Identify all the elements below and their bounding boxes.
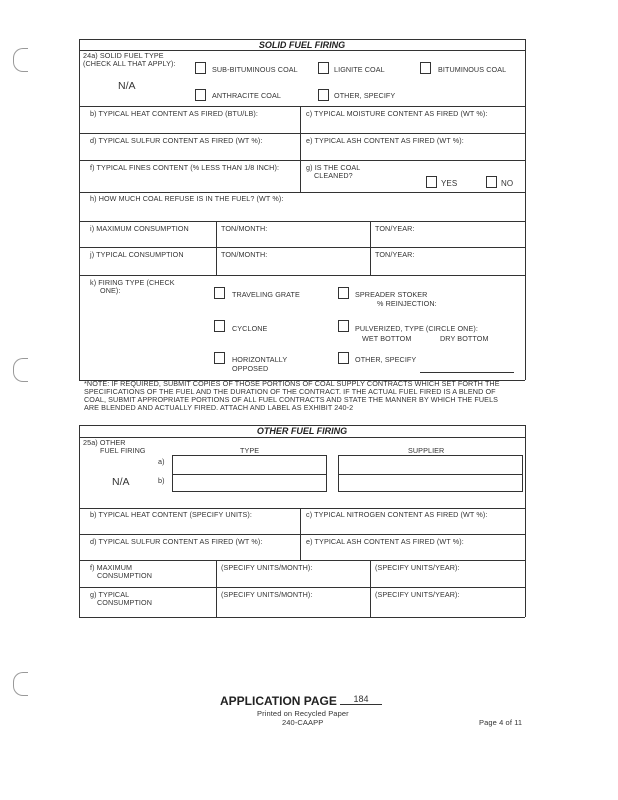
pulverized-checkbox[interactable] xyxy=(338,320,349,332)
anthracite-label: ANTHRACITE COAL xyxy=(212,91,281,100)
supplier-column-header: SUPPLIER xyxy=(408,446,445,455)
max-units-year-label: (SPECIFY UNITS/YEAR): xyxy=(375,563,460,572)
other-heat-content-label: b) TYPICAL HEAT CONTENT (SPECIFY UNITS): xyxy=(90,510,253,519)
typ-units-month-label: (SPECIFY UNITS/MONTH): xyxy=(221,590,313,599)
solid-fuel-type-label: 24a) SOLID FUEL TYPE xyxy=(83,51,164,60)
other-fuel-title: OTHER FUEL FIRING xyxy=(256,426,348,436)
moisture-content-label: c) TYPICAL MOISTURE CONTENT AS FIRED (WT %): xyxy=(306,109,488,118)
punch-hole-mark xyxy=(13,48,28,72)
horizontally-opposed-label: HORIZONTALLY xyxy=(232,355,288,364)
punch-hole-mark xyxy=(13,358,28,382)
bituminous-checkbox[interactable] xyxy=(420,62,431,74)
ash-content-label: e) TYPICAL ASH CONTENT AS FIRED (WT %): xyxy=(306,136,464,145)
typ-ton-year-label: TON/YEAR: xyxy=(375,250,415,259)
sulfur-content-label: d) TYPICAL SULFUR CONTENT AS FIRED (WT %): xyxy=(90,136,263,145)
bituminous-label: BITUMINOUS COAL xyxy=(438,65,507,74)
application-page-label: APPLICATION PAGE xyxy=(220,694,337,708)
heat-content-label: b) TYPICAL HEAT CONTENT AS FIRED (BTU/LB): xyxy=(90,109,258,118)
typical-consumption-label: j) TYPICAL CONSUMPTION xyxy=(90,250,184,259)
typ-units-year-label: (SPECIFY UNITS/YEAR): xyxy=(375,590,460,599)
type-column-header: TYPE xyxy=(240,446,260,455)
application-page-number: 184 xyxy=(340,694,382,705)
other-max-consumption-label: f) MAXIMUM xyxy=(90,563,133,572)
max-units-month-label: (SPECIFY UNITS/MONTH): xyxy=(221,563,313,572)
other-max-consumption-label-2: CONSUMPTION xyxy=(97,571,153,580)
other-sulfur-content-label: d) TYPICAL SULFUR CONTENT AS FIRED (WT %): xyxy=(90,537,263,546)
pulverized-label: PULVERIZED, TYPE (CIRCLE ONE): xyxy=(355,324,478,333)
coal-refuse-label: h) HOW MUCH COAL REFUSE IS IN THE FUEL? (WT %): xyxy=(90,194,284,203)
other-fuel-label: 25a) OTHER xyxy=(83,438,126,447)
coal-cleaned-yes-checkbox[interactable] xyxy=(426,176,437,188)
max-ton-month-label: TON/MONTH: xyxy=(221,224,268,233)
reinjection-label: % REINJECTION: xyxy=(377,299,437,308)
sub-bituminous-label: SUB-BITUMINOUS COAL xyxy=(212,65,298,74)
cyclone-checkbox[interactable] xyxy=(214,320,225,332)
other-typ-consumption-label: g) TYPICAL xyxy=(90,590,130,599)
spreader-stoker-label: SPREADER STOKER xyxy=(355,290,428,299)
spreader-stoker-checkbox[interactable] xyxy=(338,287,349,299)
nitrogen-content-label: c) TYPICAL NITROGEN CONTENT AS FIRED (WT %): xyxy=(306,510,488,519)
horizontally-opposed-checkbox[interactable] xyxy=(214,352,225,364)
other-firing-specify-line[interactable] xyxy=(420,372,514,373)
row-a-label: a) xyxy=(158,457,165,466)
typ-ton-month-label: TON/MONTH: xyxy=(221,250,268,259)
other-firing-label: OTHER, SPECIFY xyxy=(355,355,417,364)
other-typ-consumption-label-2: CONSUMPTION xyxy=(97,598,153,607)
max-ton-year-label: TON/YEAR: xyxy=(375,224,415,233)
coal-cleaned-label: g) IS THE COAL xyxy=(306,163,361,172)
printed-recycled-label: Printed on Recycled Paper xyxy=(257,709,349,718)
other-firing-checkbox[interactable] xyxy=(338,352,349,364)
coal-cleaned-no-checkbox[interactable] xyxy=(486,176,497,188)
firing-type-label: k) FIRING TYPE (CHECK xyxy=(90,278,175,287)
wet-bottom-label: WET BOTTOM xyxy=(362,334,412,343)
other-coal-label: OTHER, SPECIFY xyxy=(334,91,396,100)
sub-bituminous-checkbox[interactable] xyxy=(195,62,206,74)
coal-cleaned-label-2: CLEANED? xyxy=(314,171,353,180)
other-fuel-label-2: FUEL FIRING xyxy=(100,446,146,455)
na-text: N/A xyxy=(118,80,136,92)
other-ash-content-label: e) TYPICAL ASH CONTENT AS FIRED (WT %): xyxy=(306,537,464,546)
na-text: N/A xyxy=(112,476,130,488)
anthracite-checkbox[interactable] xyxy=(195,89,206,101)
row-b-label: b) xyxy=(158,476,165,485)
lignite-checkbox[interactable] xyxy=(318,62,329,74)
firing-type-label-2: ONE): xyxy=(100,286,121,295)
punch-hole-mark xyxy=(13,672,28,696)
traveling-grate-checkbox[interactable] xyxy=(214,287,225,299)
maximum-consumption-label: i) MAXIMUM CONSUMPTION xyxy=(90,224,189,233)
horizontally-opposed-label-2: OPPOSED xyxy=(232,364,269,373)
form-code: 240-CAAPP xyxy=(282,718,324,727)
lignite-label: LIGNITE COAL xyxy=(334,65,385,74)
solid-fuel-title: SOLID FUEL FIRING xyxy=(258,40,346,50)
page-of: Page 4 of 11 xyxy=(479,718,523,727)
check-all-label: (CHECK ALL THAT APPLY): xyxy=(83,59,176,68)
no-label: NO xyxy=(501,179,514,188)
yes-label: YES xyxy=(441,179,458,188)
fines-content-label: f) TYPICAL FINES CONTENT (% LESS THAN 1/8 INCH): xyxy=(90,163,280,172)
traveling-grate-label: TRAVELING GRATE xyxy=(232,290,300,299)
cyclone-label: CYCLONE xyxy=(232,324,268,333)
dry-bottom-label: DRY BOTTOM xyxy=(440,334,489,343)
other-coal-checkbox[interactable] xyxy=(318,89,329,101)
